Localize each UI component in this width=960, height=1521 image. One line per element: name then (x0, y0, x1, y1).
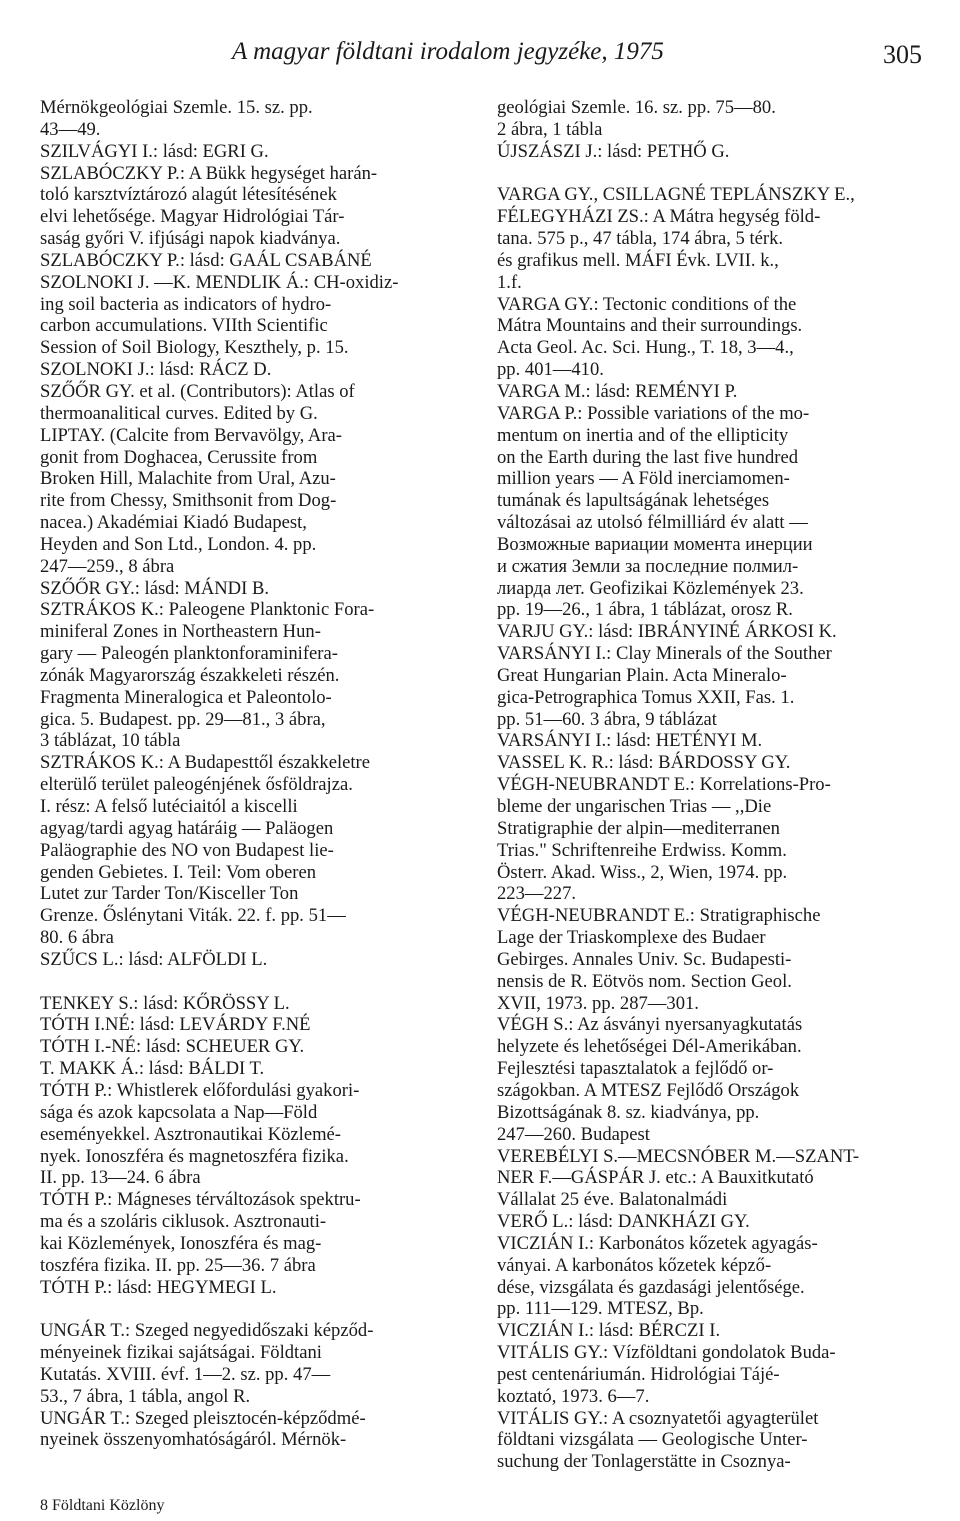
text-line: Österr. Akad. Wiss., 2, Wien, 1974. pp. (497, 861, 788, 883)
text-line: bleme der ungarischen Trias — ,,Die (497, 796, 772, 817)
text-line (497, 163, 922, 185)
text-line: pest centenáriumán. Hidrológiai Tájé- (497, 1363, 780, 1385)
text-line: miniferal Zones in Northeastern Hun- (40, 621, 321, 643)
text-line: Mérnökgeológiai Szemle. 15. sz. pp. (40, 97, 313, 118)
text-line: Paläographie des NO von Budapest lie- (40, 839, 334, 861)
text-line: XVII, 1973. pp. 287—301. (497, 992, 699, 1014)
text-line: SZLABÓCZKY P.: lásd: GAÁL CSABÁNÉ (40, 249, 372, 271)
text-line: koztató, 1973. 6—7. (497, 1385, 650, 1407)
text-line: gica. 5. Budapest. pp. 29—81., 3 ábra, (40, 708, 326, 730)
text-line: gonit from Doghacea, Cerussite from (40, 446, 318, 468)
text-line: Kutatás. XVIII. évf. 1—2. sz. pp. 47— (40, 1363, 331, 1385)
text-line (40, 971, 455, 993)
text-line: helyzete és lehetőségei Dél-Amerikában. (497, 1036, 802, 1058)
text-line: suchung der Tonlagerstätte in Csoznya- (497, 1451, 791, 1473)
text-line: TENKEY S.: lásd: KŐRÖSSY L. (40, 992, 290, 1014)
text-line: VARGA P.: Possible variations of the mo- (497, 402, 810, 424)
text-line: VARGA GY.: Tectonic conditions of the (497, 293, 797, 315)
text-line: toszféra fizika. II. pp. 25—36. 7 ábra (40, 1254, 316, 1276)
text-line: SZLABÓCZKY P.: A Bükk hegységet harán- (40, 162, 378, 184)
text-line: pp. 19—26., 1 ábra, 1 táblázat, orosz R. (497, 599, 793, 621)
text-line: 223—227. (497, 883, 577, 905)
text-line: и сжатия Земли за последние полмил- (497, 555, 799, 577)
text-line: Bizottságának 8. sz. kiadványa, pp. (497, 1101, 760, 1123)
text-line: 53., 7 ábra, 1 tábla, angol R. (40, 1385, 251, 1407)
text-line: VARSÁNYI I.: lásd: HETÉNYI M. (497, 730, 763, 752)
text-line: 2 ábra, 1 tábla (497, 118, 603, 140)
text-line: LIPTAY. (Calcite from Bervavölgy, Ara- (40, 424, 342, 446)
text-line: VARSÁNYI I.: Clay Minerals of the Souther (497, 643, 832, 665)
text-line: nyek. Ionoszféra és magnetoszféra fizika. (40, 1145, 349, 1167)
text-line: pp. 111—129. MTESZ, Bp. (497, 1298, 704, 1320)
text-line: Gebirges. Annales Univ. Sc. Budapesti- (497, 948, 792, 970)
text-line: tana. 575 p., 47 tábla, 174 ábra, 5 térk. (497, 228, 784, 250)
text-line: TÓTH I.-NÉ: lásd: SCHEUER GY. (40, 1036, 305, 1058)
text-line: elvi lehetősége. Magyar Hidrológiai Tár- (40, 206, 345, 228)
text-line: Grenze. Őslénytani Viták. 22. f. pp. 51— (40, 905, 346, 927)
text-line: TÓTH I.NÉ: lásd: LEVÁRDY F.NÉ (40, 1014, 311, 1036)
text-line: Fragmenta Mineralogica et Paleontolo- (40, 686, 332, 708)
text-line: carbon accumulations. VIIth Scientific (40, 315, 328, 337)
text-line: dése, vizsgálata és gazdasági jelentősége. (497, 1276, 805, 1298)
text-line: Fejlesztési tapasztalatok a fejlődő or- (497, 1058, 774, 1080)
text-line: gica-Petrographica Tomus XXII, Fas. 1. (497, 686, 795, 708)
text-line: VÉGH-NEUBRANDT E.: Stratigraphische (497, 905, 821, 927)
text-line: Lage der Triaskomplexe des Budaer (497, 927, 766, 949)
text-line: mentum on inertia and of the ellipticity (497, 424, 789, 446)
page-number: 305 (883, 40, 922, 69)
right-column (497, 97, 922, 1473)
left-column (40, 97, 455, 1451)
text-line: ÚJSZÁSZI J.: lásd: PETHŐ G. (497, 140, 730, 162)
text-line: VASSEL K. R.: lásd: BÁRDOSSY GY. (497, 752, 791, 774)
text-line: Trias." Schriftenreihe Erdwiss. Komm. (497, 839, 787, 861)
text-line: geológiai Szemle. 16. sz. pp. 75—80. (497, 97, 776, 118)
text-line: zónák Magyarország északkeleti részén. (40, 664, 340, 686)
text-line: gary — Paleogén planktonforaminifera- (40, 643, 338, 665)
text-line: Great Hungarian Plain. Acta Mineralo- (497, 664, 787, 686)
text-line: FÉLEGYHÁZI ZS.: A Mátra hegység föld- (497, 206, 821, 228)
text-line: és grafikus mell. MÁFI Évk. LVII. k., (497, 249, 779, 271)
text-line: rite from Chessy, Smithsonit from Dog- (40, 490, 337, 512)
text-line: Lutet zur Tarder Ton/Kisceller Ton (40, 883, 299, 905)
text-line: T. MAKK Á.: lásd: BÁLDI T. (40, 1058, 265, 1080)
text-line: VERŐ L.: lásd: DANKHÁZI GY. (497, 1211, 750, 1233)
text-line: on the Earth during the last five hundred (497, 446, 799, 468)
text-line: VICZIÁN I.: Karbonátos kőzetek agyagás- (497, 1232, 818, 1254)
text-line: eseményekkel. Asztronautikai Közlemé- (40, 1123, 342, 1145)
text-line: Mátra Mountains and their surroundings. (497, 315, 803, 337)
text-line: nyeinek összenyomhatóságáról. Mérnök- (40, 1429, 347, 1451)
text-line: VÉGH S.: Az ásványi nyersanyagkutatás (497, 1014, 803, 1036)
text-line: TÓTH P.: lásd: HEGYMEGI L. (40, 1276, 277, 1298)
text-line: 1.f. (497, 271, 522, 293)
text-line: ványai. A karbonátos kőzetek képző- (497, 1254, 772, 1276)
text-line: Acta Geol. Ac. Sci. Hung., T. 18, 3—4., (497, 337, 794, 359)
text-line: ményeinek fizikai sajátságai. Földtani (40, 1342, 322, 1364)
text-line: nensis de R. Eötvös nom. Section Geol. (497, 970, 792, 992)
text-line: SZTRÁKOS K.: Paleogene Planktonic Fora- (40, 599, 375, 621)
text-line: saság győri V. ifjúsági napok kiadványa. (40, 228, 341, 250)
text-line: kai Közlemények, Ionoszféra és mag- (40, 1232, 322, 1254)
text-line: ma és a szoláris ciklusok. Asztronauti- (40, 1211, 327, 1233)
text-line: 3 táblázat, 10 tábla (40, 730, 181, 752)
footer-signature: 8 Földtani Közlöny (40, 1497, 165, 1514)
running-header (232, 38, 922, 78)
text-line (40, 1298, 455, 1320)
text-line: SZŐŐR GY. et al. (Contributors): Atlas of (40, 380, 355, 402)
text-line: toló karsztvíztározó alagút létesítésének (40, 184, 337, 206)
text-line: sága és azok kapcsolata a Nap—Föld (40, 1101, 318, 1123)
text-line: SZŰCS L.: lásd: ALFÖLDI L. (40, 948, 268, 970)
text-line: thermoanalitical curves. Edited by G. (40, 402, 318, 424)
text-line: agyag/tardi agyag határáig — Paläogen (40, 817, 334, 839)
text-line: VITÁLIS GY.: Vízföldtani gondolatok Buda- (497, 1342, 836, 1364)
text-line: Heyden and Son Ltd., London. 4. pp. (40, 533, 317, 555)
text-line: VICZIÁN I.: lásd: BÉRCZI I. (497, 1320, 721, 1342)
text-line: SZILVÁGYI I.: lásd: EGRI G. (40, 140, 269, 162)
text-line: VEREBÉLYI S.—MECSNÓBER M.—SZANT- (497, 1145, 860, 1167)
text-line: földtani vizsgálata — Geologische Unter- (497, 1429, 808, 1451)
text-line: UNGÁR T.: Szeged pleisztocén-képződmé- (40, 1407, 366, 1429)
text-line: Broken Hill, Malachite from Ural, Azu- (40, 468, 336, 490)
text-line: Возможные вариации момента инерции (497, 533, 813, 555)
text-line: szágokban. A MTESZ Fejlődő Országok (497, 1079, 800, 1101)
journal-running-title: A magyar földtani irodalom jegyzéke, 1975 (232, 38, 664, 65)
text-line: változásai az utolsó félmilliárd év alatt — (497, 512, 808, 534)
text-line: TÓTH P.: Mágneses térváltozások spektru- (40, 1189, 361, 1211)
text-line: SZTRÁKOS K.: A Budapesttől északkeletre (40, 752, 370, 774)
text-line: 247—260. Budapest (497, 1123, 650, 1145)
text-line: tumának és lapultságának lehetséges (497, 490, 770, 512)
text-line: 43—49. (40, 118, 101, 140)
text-line: genden Gebietes. I. Teil: Vom oberen (40, 861, 316, 883)
text-line: TÓTH P.: Whistlerek előfordulási gyakori- (40, 1079, 360, 1101)
text-line: VITÁLIS GY.: A csoznyatetői agyagterület (497, 1407, 819, 1429)
text-line: million years — A Föld inerciamomen- (497, 468, 790, 490)
text-line: SZŐŐR GY.: lásd: MÁNDI B. (40, 577, 269, 599)
text-line: II. pp. 13—24. 6 ábra (40, 1167, 201, 1189)
text-line: UNGÁR T.: Szeged negyedidőszaki képződ- (40, 1320, 374, 1342)
text-line: nacea.) Akadémiai Kiadó Budapest, (40, 512, 307, 534)
text-line: I. rész: A felső lutéciaitól a kiscelli (40, 796, 298, 817)
text-line: pp. 51—60. 3 ábra, 9 táblázat (497, 708, 717, 730)
text-line: VARJU GY.: lásd: IBRÁNYINÉ ÁRKOSI K. (497, 621, 837, 643)
text-line: SZOLNOKI J.: lásd: RÁCZ D. (40, 359, 272, 381)
text-line: SZOLNOKI J. —K. MENDLIK Á.: CH-oxidiz- (40, 271, 399, 293)
text-line: NER F.—GÁSPÁR J. etc.: A Bauxitkutató (497, 1167, 814, 1189)
text-line: VARGA M.: lásd: REMÉNYI P. (497, 380, 738, 402)
text-line: 247—259., 8 ábra (40, 555, 175, 577)
text-line: Stratigraphie der alpin—mediterranen (497, 817, 780, 839)
text-line: VÉGH-NEUBRANDT E.: Korrelations-Pro- (497, 774, 831, 796)
text-line: Session of Soil Biology, Keszthely, p. 15. (40, 337, 349, 359)
text-line: лиарда лет. Geofizikai Közlemények 23. (497, 577, 804, 599)
text-line: Vállalat 25 éve. Balatonalmádi (497, 1189, 728, 1211)
text-line: 80. 6 ábra (40, 927, 114, 949)
text-line: VARGA GY., CSILLAGNÉ TEPLÁNSZKY E., (497, 184, 855, 206)
text-line: elterülő terület paleogénjének ősföldrajza. (40, 774, 353, 796)
text-line: pp. 401—410. (497, 359, 604, 381)
text-line: ing soil bacteria as indicators of hydro- (40, 293, 332, 315)
